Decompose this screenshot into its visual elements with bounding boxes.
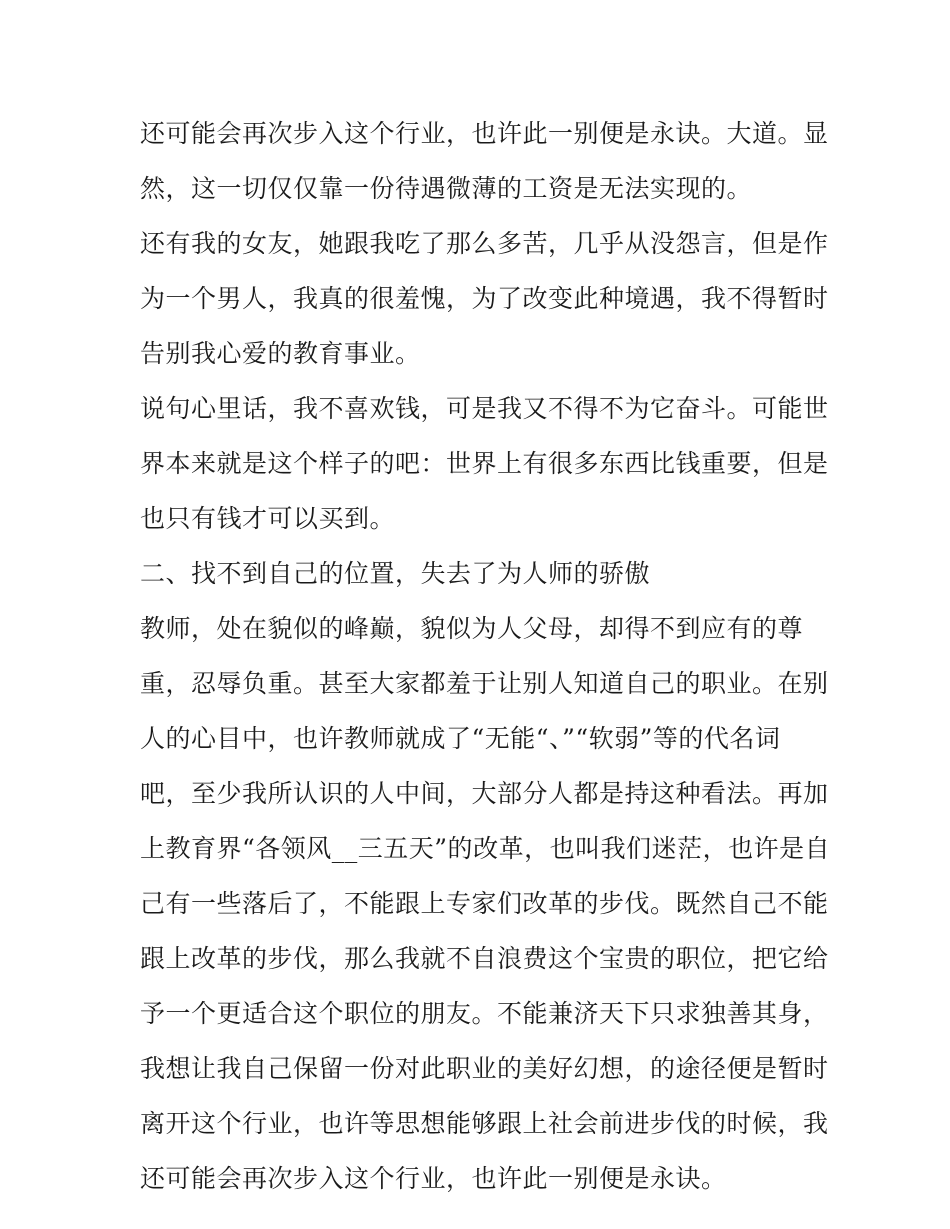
- text-line: 说句心里话，我不喜欢钱，可是我又不得不为它奋斗。可能世: [140, 394, 829, 423]
- text-line: 重，忍辱负重。甚至大家都羞于让别人知道自己的职业。在别: [140, 669, 829, 698]
- section-heading: 二、找不到自己的位置，失去了为人师的骄傲: [140, 559, 651, 588]
- text-line: 吧，至少我所认识的人中间，大部分人都是持这种看法。再加: [140, 779, 829, 808]
- text-line: 告别我心爱的教育事业。: [140, 339, 421, 368]
- text-line: 跟上改革的步伐，那么我就不自浪费这个宝贵的职位，把它给: [140, 944, 829, 973]
- text-line: 教师，处在貌似的峰巅，貌似为人父母，却得不到应有的尊: [140, 614, 804, 643]
- text-line: 还有我的女友，她跟我吃了那么多苦，几乎从没怨言，但是作: [140, 229, 829, 258]
- document-body: [140, 106, 831, 1206]
- text-line: 界本来就是这个样子的吧：世界上有很多东西比钱重要，但是: [140, 449, 829, 478]
- text-line: 己有一些落后了，不能跟上专家们改革的步伐。既然自己不能: [140, 889, 829, 918]
- text-line: 我想让我自己保留一份对此职业的美好幻想，的途径便是暂时: [140, 1054, 829, 1083]
- text-line: 上教育界“各领风__三五天”的改革，也叫我们迷茫，也许是自: [140, 834, 831, 863]
- text-line: 还可能会再次步入这个行业，也许此一别便是永诀。大道。显: [140, 119, 829, 148]
- text-line: 然，这一切仅仅靠一份待遇微薄的工资是无法实现的。: [140, 174, 753, 203]
- text-line: 还可能会再次步入这个行业，也许此一别便是永诀。: [140, 1164, 727, 1193]
- text-line: 为一个男人，我真的很羞愧，为了改变此种境遇，我不得暂时: [140, 284, 829, 313]
- text-line: 离开这个行业，也许等思想能够跟上社会前进步伐的时候，我: [140, 1109, 829, 1138]
- text-line: 也只有钱才可以买到。: [140, 504, 396, 533]
- text-line: 予一个更适合这个职位的朋友。不能兼济天下只求独善其身，: [140, 999, 829, 1028]
- text-line: 人的心目中，也许教师就成了“无能“、”“软弱”等的代名词: [140, 724, 781, 753]
